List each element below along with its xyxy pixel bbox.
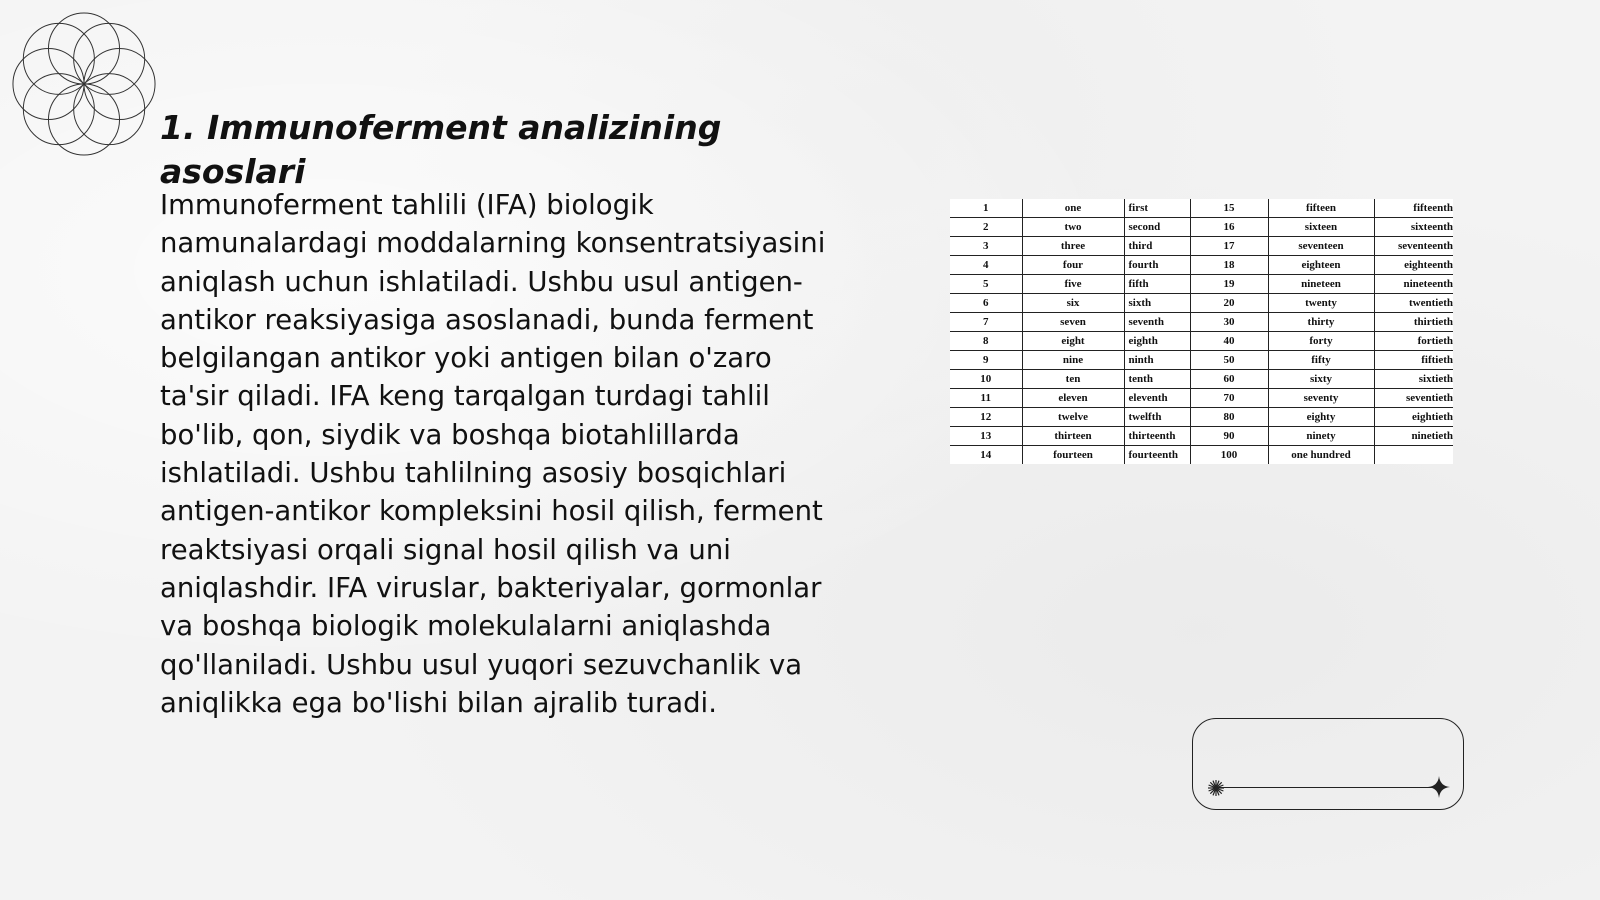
table-cell: ninth: [1124, 351, 1190, 370]
table-cell: twentieth: [1374, 294, 1453, 313]
table-cell: 20: [1190, 294, 1268, 313]
table-cell: 70: [1190, 389, 1268, 408]
table-cell: eighteen: [1268, 256, 1374, 275]
table-cell: eleven: [1022, 389, 1124, 408]
four-point-star-icon: [1428, 776, 1450, 798]
numbers-table: [950, 199, 1453, 464]
table-cell: fifteenth: [1374, 199, 1453, 218]
table-cell: 13: [950, 427, 1022, 446]
table-cell: fiftieth: [1374, 351, 1453, 370]
table-cell: eightieth: [1374, 408, 1453, 427]
starburst-icon: [1207, 779, 1225, 797]
body-paragraph: Immunoferment tahlili (IFA) biologik namunalardagi moddalarning konsentratsiyasini aniqlash uchun ishlatiladi. Ushbu usul antigen-antikor reaksiyasiga asoslanadi, bunda ferment belgilangan antikor yoki antigen bilan o'zaro ta'sir qiladi. IFA keng tarqalgan turdagi tahlil bo'lib, qon, siydik va boshqa biotahlillarda ishlatiladi. Ushbu tahlilning asosiy bosqichlari antigen-antikor kompleksini hosil qilish, ferment reaktsiyasi orqali signal hosil qilish va uni aniqlashdir. IFA viruslar, bakteriyalar, gormonlar va boshqa biologik molekulalarni aniqlashda qo'llaniladi. Ushbu usul yuqori sezuvchanlik va aniqlikka ega bo'lishi bilan ajralib turadi.: [160, 189, 826, 719]
table-cell: fourteenth: [1124, 446, 1190, 465]
table-cell: nineteenth: [1374, 275, 1453, 294]
table-row: [950, 275, 1453, 294]
table-row: [950, 294, 1453, 313]
table-cell: seventieth: [1374, 389, 1453, 408]
table-cell: second: [1124, 218, 1190, 237]
table-cell: fourteen: [1022, 446, 1124, 465]
table-cell: seventeenth: [1374, 237, 1453, 256]
table-cell: eighth: [1124, 332, 1190, 351]
table-cell: 15: [1190, 199, 1268, 218]
table-cell: eighteenth: [1374, 256, 1453, 275]
table-cell: 7: [950, 313, 1022, 332]
table-cell: tenth: [1124, 370, 1190, 389]
table-cell: 6: [950, 294, 1022, 313]
table-cell: sixtieth: [1374, 370, 1453, 389]
table-cell: fifteen: [1268, 199, 1374, 218]
spirograph-logo-icon: [10, 10, 158, 158]
table-cell: 3: [950, 237, 1022, 256]
table-cell: eighty: [1268, 408, 1374, 427]
table-cell: fifth: [1124, 275, 1190, 294]
numbers-table-image: [950, 199, 1453, 464]
table-cell: 11: [950, 389, 1022, 408]
table-cell: twelve: [1022, 408, 1124, 427]
table-cell: two: [1022, 218, 1124, 237]
table-row: [950, 237, 1453, 256]
table-row: [950, 199, 1453, 218]
table-cell: one hundred: [1268, 446, 1374, 465]
slide-title: 1. Immunoferment analizining asoslari: [160, 108, 722, 191]
table-cell: sixth: [1124, 294, 1190, 313]
table-cell: fifty: [1268, 351, 1374, 370]
table-row: [950, 256, 1453, 275]
table-row: [950, 446, 1453, 465]
table-cell: 30: [1190, 313, 1268, 332]
table-cell: fourth: [1124, 256, 1190, 275]
table-cell: first: [1124, 199, 1190, 218]
table-cell: seventh: [1124, 313, 1190, 332]
table-cell: 17: [1190, 237, 1268, 256]
table-row: [950, 351, 1453, 370]
table-cell: 1: [950, 199, 1022, 218]
table-cell: eight: [1022, 332, 1124, 351]
table-cell: nineteen: [1268, 275, 1374, 294]
decorative-frame: [1192, 718, 1464, 810]
table-cell: thirty: [1268, 313, 1374, 332]
table-cell: ten: [1022, 370, 1124, 389]
table-row: [950, 408, 1453, 427]
table-cell: twelfth: [1124, 408, 1190, 427]
table-cell: 16: [1190, 218, 1268, 237]
table-cell: 4: [950, 256, 1022, 275]
table-cell: 60: [1190, 370, 1268, 389]
table-cell: forty: [1268, 332, 1374, 351]
table-cell: sixteenth: [1374, 218, 1453, 237]
table-cell: twenty: [1268, 294, 1374, 313]
table-cell: seven: [1022, 313, 1124, 332]
table-cell: 90: [1190, 427, 1268, 446]
table-cell: 14: [950, 446, 1022, 465]
table-cell: 80: [1190, 408, 1268, 427]
table-row: [950, 218, 1453, 237]
table-cell: 9: [950, 351, 1022, 370]
table-row: [950, 427, 1453, 446]
table-cell: 19: [1190, 275, 1268, 294]
table-row: [950, 313, 1453, 332]
table-cell: nine: [1022, 351, 1124, 370]
table-cell: sixty: [1268, 370, 1374, 389]
table-cell: fortieth: [1374, 332, 1453, 351]
table-cell: 2: [950, 218, 1022, 237]
table-cell: thirteen: [1022, 427, 1124, 446]
table-cell: eleventh: [1124, 389, 1190, 408]
table-row: [950, 332, 1453, 351]
table-cell: ninetieth: [1374, 427, 1453, 446]
table-cell: 100: [1190, 446, 1268, 465]
table-cell: six: [1022, 294, 1124, 313]
table-cell: thirteenth: [1124, 427, 1190, 446]
table-cell: [1374, 446, 1453, 465]
table-cell: 5: [950, 275, 1022, 294]
table-cell: sixteen: [1268, 218, 1374, 237]
table-cell: thirtieth: [1374, 313, 1453, 332]
table-row: [950, 370, 1453, 389]
table-cell: four: [1022, 256, 1124, 275]
table-cell: one: [1022, 199, 1124, 218]
table-cell: seventeen: [1268, 237, 1374, 256]
table-cell: third: [1124, 237, 1190, 256]
table-row: [950, 389, 1453, 408]
table-cell: three: [1022, 237, 1124, 256]
table-cell: 50: [1190, 351, 1268, 370]
table-cell: ninety: [1268, 427, 1374, 446]
table-cell: 40: [1190, 332, 1268, 351]
table-cell: 8: [950, 332, 1022, 351]
table-cell: seventy: [1268, 389, 1374, 408]
table-cell: 18: [1190, 256, 1268, 275]
table-cell: 12: [950, 408, 1022, 427]
decorative-line: [1216, 787, 1438, 788]
table-cell: 10: [950, 370, 1022, 389]
table-cell: five: [1022, 275, 1124, 294]
